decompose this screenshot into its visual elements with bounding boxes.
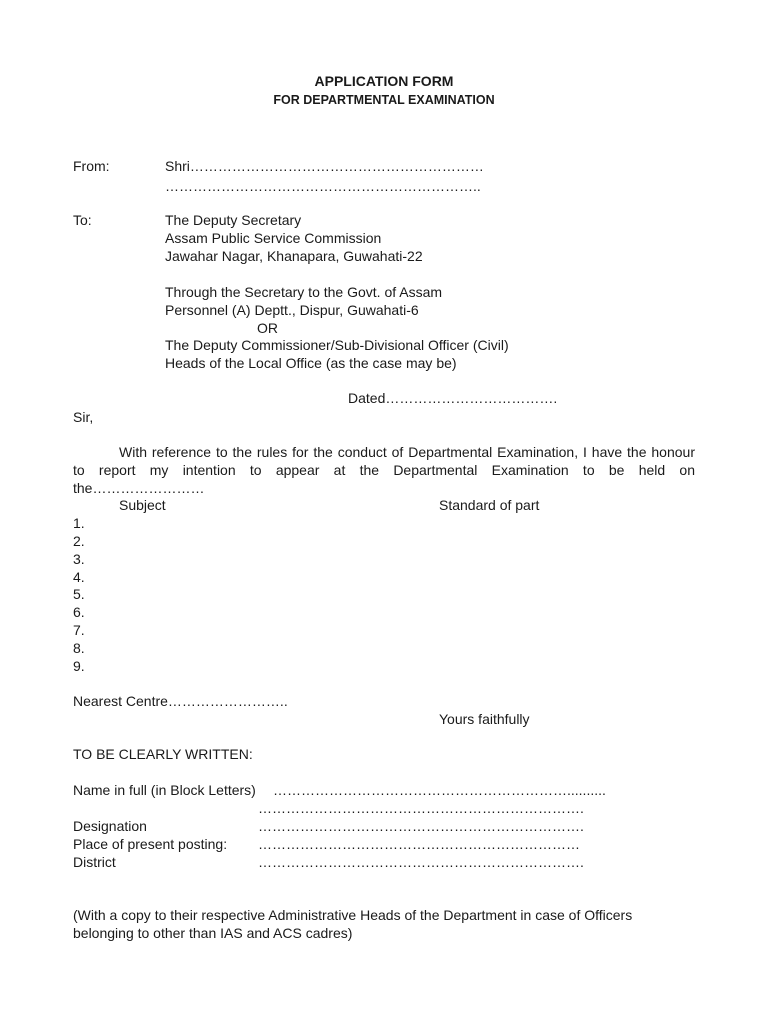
form-title: APPLICATION FORM — [314, 73, 454, 89]
list-item: 8. — [73, 640, 85, 656]
list-item: 6. — [73, 604, 85, 620]
list-item: 7. — [73, 622, 85, 638]
from-name-line: Shri……………………………………………………… — [165, 158, 484, 174]
closing-text: Yours faithfully — [439, 711, 530, 727]
name-dots-continued: ……………………………………………………………. — [258, 800, 584, 816]
footnote-line-2: belonging to other than IAS and ACS cadres) — [73, 925, 353, 941]
alternate-line-2: Heads of the Local Office (as the case may be) — [165, 355, 457, 371]
salutation: Sir, — [73, 409, 94, 425]
designation-dots: ……………………………………………………………. — [258, 818, 584, 834]
footnote-line-1: (With a copy to their respective Administrative Heads of the Department in case of Officers — [73, 907, 633, 923]
to-label: To: — [73, 212, 92, 228]
list-item: 5. — [73, 586, 85, 602]
dated-field: Dated………………………………. — [348, 390, 558, 406]
list-item: 9. — [73, 658, 85, 674]
name-dots: ……………………………………………………….......... — [273, 782, 606, 798]
list-item: 4. — [73, 569, 85, 585]
posting-label: Place of present posting: — [73, 836, 228, 852]
instruction-heading: TO BE CLEARLY WRITTEN: — [73, 746, 253, 762]
district-dots: ……………………………………………………………. — [258, 854, 584, 870]
name-label: Name in full (in Block Letters) — [73, 782, 256, 798]
standard-header: Standard of part — [439, 497, 540, 513]
list-item: 2. — [73, 533, 85, 549]
from-label: From: — [73, 158, 110, 174]
through-line-2: Personnel (A) Deptt., Dispur, Guwahati-6 — [165, 302, 419, 318]
form-subtitle: FOR DEPARTMENTAL EXAMINATION — [273, 93, 495, 107]
through-line-1: Through the Secretary to the Govt. of Assam — [165, 284, 443, 300]
list-item: 1. — [73, 515, 85, 531]
to-address-line-2: Assam Public Service Commission — [165, 230, 382, 246]
list-item: 3. — [73, 551, 85, 567]
subject-header: Subject — [119, 497, 166, 513]
or-separator: OR — [257, 320, 278, 336]
district-label: District — [73, 854, 116, 870]
designation-label: Designation — [73, 818, 147, 834]
alternate-line-1: The Deputy Commissioner/Sub-Divisional Officer (Civil) — [165, 337, 509, 353]
posting-dots: …………………………………………………………… — [258, 836, 580, 852]
to-address-line-1: The Deputy Secretary — [165, 212, 302, 228]
body-paragraph: With reference to the rules for the conduct of Departmental Examination, I have the honour to report my intention to appear at the Departmental Examination to be held on the…………………… — [73, 444, 695, 496]
nearest-centre-field: Nearest Centre…………………….. — [73, 693, 288, 709]
from-address-line: ………………………………………………………….. — [165, 178, 481, 194]
to-address-line-3: Jawahar Nagar, Khanapara, Guwahati-22 — [165, 248, 423, 264]
